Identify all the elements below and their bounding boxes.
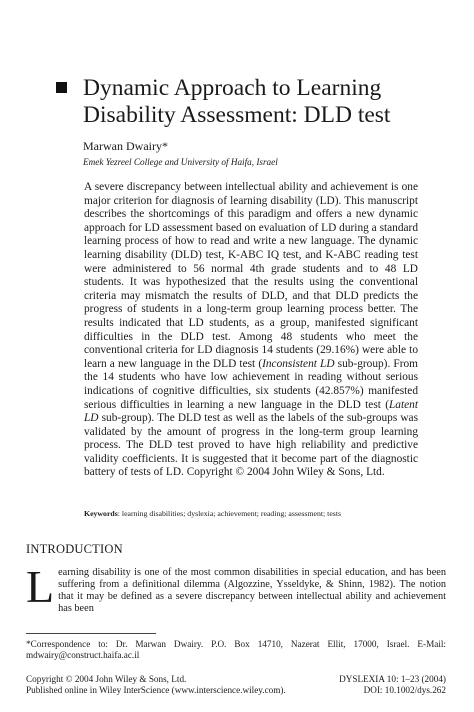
footer-row-1 [26, 674, 446, 685]
footer-doi: DOI: 10.1002/dys.262 [363, 685, 446, 695]
footer-row-2 [26, 685, 446, 696]
footer-journal: DYSLEXIA 10: 1–23 (2004) [339, 674, 446, 684]
keywords-list: : learning disabilities; dyslexia; achievement; reading; assessment; tests [117, 509, 342, 518]
footnote-divider [26, 633, 156, 634]
abstract-text-1: A severe discrepancy between intellectual ability and achievement is one major criterion for diagnosis of learning disability (LD). This manuscript describes the shortcomings of this paradigm and offers a new dynamic approach for LD assessment based on evaluation of LD during a standard learning process of how to read and write a new language. The dynamic learning disability (DLD) test, K-ABC IQ test, and K-ABC reading test were administered to 56 normal 4th grade students and to 48 LD students. It was hypothesized that the results using the conventional criteria may mismatch the results of DLD, and that DLD predicts the progress of students in a long-term group learning process better. The results indicated that LD students, as a group, manifested significant difficulties in the DLD test. Among 48 students who meet the conventional criteria for LD diagnosis 14 students (29.16%) were able to learn a new language in the DLD test ( [84, 181, 418, 370]
abstract-text-3: sub-group). The DLD test as well as the labels of the sub-groups was validated by the amount of progress in the long-term group learning process. The DLD test proved to have high reliability and predictive validity coefficients. It is suggested that it become part of the diagnostic battery of tests of LD. Copyright © 2004 John Wiley & Sons, Ltd. [84, 412, 418, 479]
author-affiliation: Emek Yezreel College and University of Haifa, Israel [83, 157, 278, 167]
abstract-term-latent-ld: Latent LD [84, 398, 418, 425]
correspondence-footnote: *Correspondence to: Dr. Marwan Dwairy. P.O. Box 14710, Nazerat Ellit, 17000, Israel. E-Mail: mdwairy@construct.haifa.ac.il [26, 639, 446, 660]
keywords-label: Keywords [84, 509, 118, 518]
abstract-term-inconsistent-ld: Inconsistent LD [262, 357, 335, 370]
title-block [56, 75, 456, 167]
paper-title: Dynamic Approach to Learning Disability Assessment: DLD test [83, 75, 391, 128]
square-bullet-icon [56, 82, 67, 93]
footer-published: Published online in Wiley InterScience (www.interscience.wiley.com). [26, 685, 286, 695]
author-name: Marwan Dwairy* [83, 139, 168, 153]
introduction-paragraph [26, 561, 446, 615]
section-heading: INTRODUCTION [26, 542, 123, 556]
introduction-text: earning disability is one of the most common disabilities in special education, and has been suffering from a definitional dilemma (Algozzine, Ysseldyke, & Shinn, 1982). The notion that it may be defined as a severe discrepancy between intellectual ability and achievement has been [58, 567, 446, 614]
drop-cap: L [26, 561, 55, 612]
abstract-text-2: sub-group). From the 14 students who have low achievement in reading without serious indications of cognitive difficulties, six students (42.857%) manifested serious difficulties in learning a new language in the DLD test ( [84, 357, 418, 411]
footer-copyright: Copyright © 2004 John Wiley & Sons, Ltd. [26, 674, 187, 684]
abstract [84, 181, 418, 480]
page-footer [26, 674, 446, 696]
keywords [84, 509, 424, 518]
